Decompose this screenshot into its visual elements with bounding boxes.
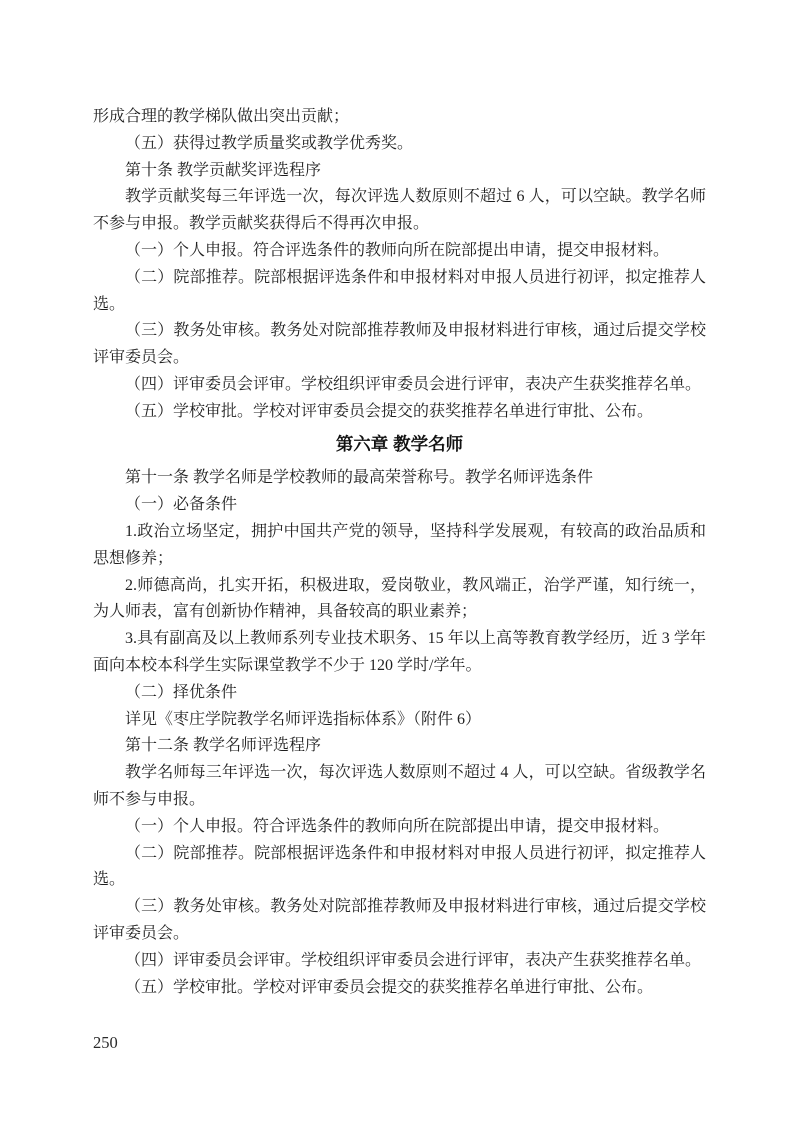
paragraph: （一）个人申报。符合评选条件的教师向所在院部提出申请，提交申报材料。 bbox=[125, 817, 670, 835]
paragraph: 第十二条 教学名师评选程序 bbox=[125, 737, 322, 755]
paragraph: （一）必备条件 bbox=[125, 496, 238, 514]
paragraph: （五）学校审批。学校对评审委员会提交的获奖推荐名单进行审批、公布。 bbox=[125, 402, 654, 420]
chapter-heading: 第六章 教学名师 bbox=[335, 433, 464, 454]
paragraph: （五）学校审批。学校对评审委员会提交的获奖推荐名单进行审批、公布。 bbox=[125, 978, 654, 996]
paragraph: （四）评审委员会评审。学校组织评审委员会进行评审，表决产生获奖推荐名单。 bbox=[125, 375, 702, 393]
paragraph: （二）院部推荐。院部根据评选条件和申报材料对申报人员进行初评，拟定推荐人选。 bbox=[93, 268, 706, 313]
paragraph: 详见《枣庄学院教学名师评选指标体系》（附件 6） bbox=[125, 710, 482, 728]
paragraph: 教学名师每三年评选一次，每次评选人数原则不超过 4 人，可以空缺。省级教学名师不参与申报。 bbox=[93, 764, 706, 808]
page-number: 250 bbox=[93, 1033, 118, 1052]
paragraph: （五）获得过教学质量奖或教学优秀奖。 bbox=[125, 134, 414, 152]
paragraph: 1.政治立场坚定，拥护中国共产党的领导，坚持科学发展观，有较高的政治品质和思想修养； bbox=[93, 522, 706, 567]
paragraph: （二）院部推荐。院部根据评选条件和申报材料对申报人员进行初评，拟定推荐人选。 bbox=[93, 844, 706, 889]
paragraph: 2.师德高尚，扎实开拓，积极进取，爱岗敬业，教风端正，治学严谨，知行统一，为人师表，富有创新协作精神，具备较高的职业素养； bbox=[93, 576, 706, 621]
document-body bbox=[93, 104, 706, 1001]
paragraph: 教学贡献奖每三年评选一次，每次评选人数原则不超过 6 人，可以空缺。教学名师不参与申报。教学贡献奖获得后不得再次申报。 bbox=[93, 188, 706, 233]
paragraph: 形成合理的教学梯队做出突出贡献； bbox=[93, 108, 350, 125]
paragraph: （四）评审委员会评审。学校组织评审委员会进行评审，表决产生获奖推荐名单。 bbox=[125, 951, 702, 969]
paragraph: （一）个人申报。符合评选条件的教师向所在院部提出申请，提交申报材料。 bbox=[125, 241, 670, 259]
paragraph: 3.具有副高及以上教师系列专业技术职务、15 年以上高等教育教学经历，近 3 学年面向本校本科学生实际课堂教学不少于 120 学时/学年。 bbox=[93, 630, 706, 674]
paragraph: 第十一条 教学名师是学校教师的最高荣誉称号。教学名师评选条件 bbox=[125, 469, 594, 487]
paragraph: 第十条 教学贡献奖评选程序 bbox=[125, 161, 322, 179]
paragraph: （二）择优条件 bbox=[125, 683, 238, 701]
paragraph: （三）教务处审核。教务处对院部推荐教师及申报材料进行审核，通过后提交学校评审委员会。 bbox=[93, 898, 706, 942]
paragraph: （三）教务处审核。教务处对院部推荐教师及申报材料进行审核，通过后提交学校评审委员会。 bbox=[93, 322, 706, 367]
